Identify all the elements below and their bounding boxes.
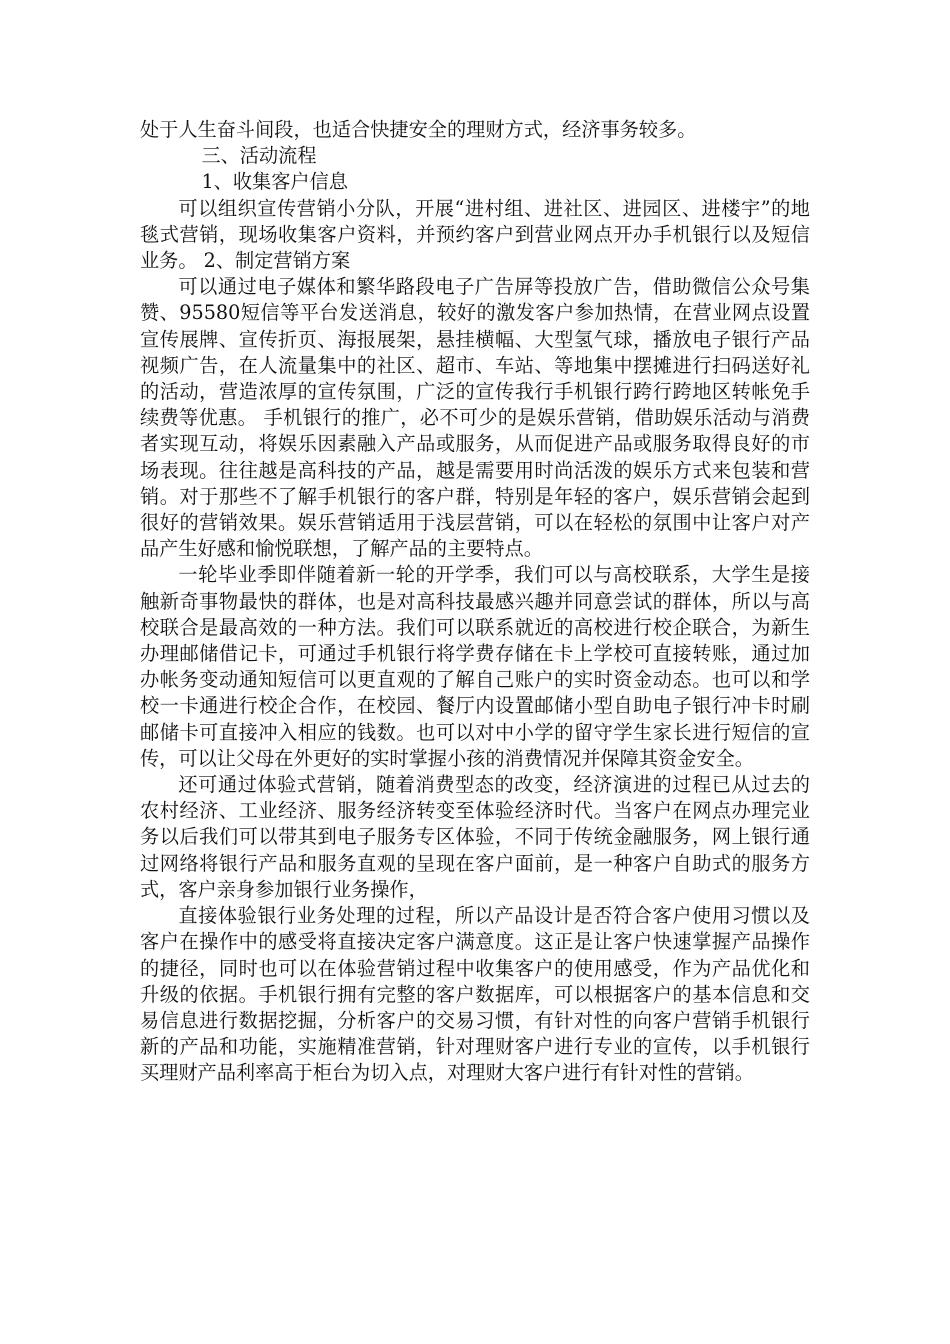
paragraph-experiential-marketing: 还可通过体验式营销，随着消费型态的改变，经济演进的过程已从过去的农村经济、工业经济、服务经济转变至体验经济时代。当客户在网点办理完业务以后我们可以带其到电子服务专区体验，不同于传统金融服务，网上银行通过网络将银行产品和服务直观的呈现在客户面前，是一种客户自助式的服务方式，客户亲身参加银行业务操作， [140,773,810,901]
paragraph-media-advertising: 可以通过电子媒体和繁华路段电子广告屏等投放广告，借助微信公众号集赞、95580短信等平台发送消息，较好的激发客户参加热情，在营业网点设置宣传展牌、宣传折页、海报展架，悬挂横幅、大型氢气球，播放电子银行产品视频广告，在人流量集中的社区、超市、车站、等地集中摆摊进行扫码送好礼的活动，营造浓厚的宣传氛围，广泛的宣传我行手机银行跨行跨地区转帐免手续费等优惠。 手机银行的推广，必不可少的是娱乐营销，借助娱乐活动与消费者实现互动，将娱乐因素融入产品或服务，从而促进产品或服务取得良好的市场表现。往往越是高科技的产品，越是需要用时尚活泼的娱乐方式来包装和营销。对于那些不了解手机银行的客户群，特别是年轻的客户，娱乐营销会起到很好的营销效果。娱乐营销适用于浅层营销，可以在轻松的氛围中让客户对产品产生好感和愉悦联想，了解产品的主要特点。 [140,275,810,561]
section-heading-activity-flow: 三、活动流程 [201,144,317,168]
paragraph-marketing-team: 可以组织宣传营销小分队，开展“进村组、进社区、进园区、进楼宇”的地毯式营销，现场收集客户资料，并预约客户到营业网点开办手机银行以及短信业务。 2、制定营销方案 [140,196,810,273]
document-body [140,117,810,1087]
paragraph-direct-experience: 直接体验银行业务处理的过程，所以产品设计是否符合客户使用习惯以及客户在操作中的感受将直接决定客户满意度。这正是让客户快速掌握产品操作的捷径，同时也可以在体验营销过程中收集客户的使用感受，作为产品优化和升级的依据。手机银行拥有完整的客户数据库，可以根据客户的基本信息和交易信息进行数据挖掘，分析客户的交易习惯，有针对性的向客户营销手机银行新的产品和功能，实施精准营销，针对理财客户进行专业的宣传，以手机银行买理财产品利率高于柜台为切入点，对理财大客户进行有针对性的营销。 [140,904,810,1085]
paragraph-university-cooperation: 一轮毕业季即伴随着新一轮的开学季，我们可以与高校联系，大学生是接触新奇事物最快的群体，也是对高科技最感兴趣并同意尝试的群体，所以与高校联合是最高效的一种方法。我们可以联系就近的高校进行校企联合，为新生办理邮储借记卡，可通过手机银行将学费存储在卡上学校可直接转账，通过加办帐务变动通知短信可以更直观的了解自己账户的实时资金动态。也可以和学校一卡通进行校企合作，在校园、餐厅内设置邮储小型自助电子银行冲卡时刷邮储卡可直接冲入相应的钱数。也可以对中小学的留守学生家长进行短信的宣传，可以让父母在外更好的实时掌握小孩的消费情况并保障其资金安全。 [140,563,810,770]
subheading-collect-customer-info: 1、收集客户信息 [201,170,348,194]
paragraph-continuation: 处于人生奋斗间段，也适合快捷安全的理财方式，经济事务较多。 [140,118,697,141]
